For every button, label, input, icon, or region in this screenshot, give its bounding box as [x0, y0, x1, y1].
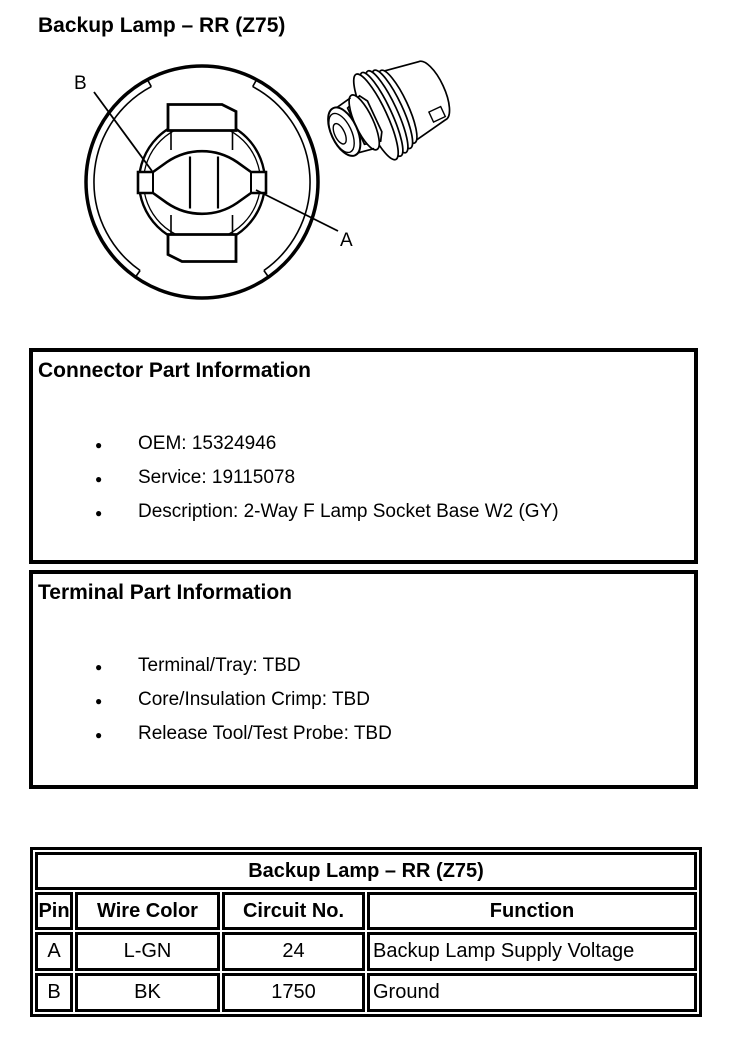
column-header-wire-color: Wire Color — [75, 892, 220, 930]
socket-key-tab-bottom — [168, 235, 236, 262]
pin-b-leader-line — [94, 92, 152, 171]
pin-b-label: B — [74, 73, 87, 94]
terminal-info-list — [33, 649, 694, 751]
pin-table — [30, 847, 702, 1017]
table-title-row — [35, 852, 697, 890]
column-header-function: Function — [367, 892, 697, 930]
table-header-row — [35, 892, 697, 930]
terminal-info-heading: Terminal Part Information — [38, 581, 292, 604]
connector-info-list — [33, 427, 694, 529]
connector-info-heading: Connector Part Information — [38, 359, 312, 382]
list-item: ● Service: 19115078 — [138, 461, 694, 495]
socket-side-view — [313, 43, 463, 180]
list-item: ● Description: 2-Way F Lamp Socket Base W2 (GY) — [138, 495, 694, 529]
connector-face-view — [74, 66, 353, 298]
wire-color-cell: L-GN — [75, 932, 220, 971]
pin-cell: B — [35, 973, 73, 1012]
table-row — [35, 932, 697, 971]
pin-a-leader-line — [256, 190, 338, 231]
wire-color-cell: BK — [75, 973, 220, 1012]
column-header-pin: Pin — [35, 892, 73, 930]
function-cell: Backup Lamp Supply Voltage — [367, 932, 697, 971]
connector-diagram — [0, 36, 752, 336]
terminal-part-info-box — [29, 570, 698, 789]
circuit-no-cell: 24 — [222, 932, 365, 971]
socket-key-tab-top — [168, 105, 236, 131]
column-header-circuit-no: Circuit No. — [222, 892, 365, 930]
list-item: ● Terminal/Tray: TBD — [138, 649, 694, 683]
socket-contact-cavity — [138, 151, 266, 214]
table-title: Backup Lamp – RR (Z75) — [35, 852, 697, 890]
list-item: ● OEM: 15324946 — [138, 427, 694, 461]
page-title: Backup Lamp – RR (Z75) — [38, 14, 286, 37]
list-item: ● Core/Insulation Crimp: TBD — [138, 683, 694, 717]
pin-cell: A — [35, 932, 73, 971]
table-row — [35, 973, 697, 1012]
connector-part-info-box — [29, 348, 698, 564]
pin-a-label: A — [340, 230, 353, 251]
circuit-no-cell: 1750 — [222, 973, 365, 1012]
function-cell: Ground — [367, 973, 697, 1012]
list-item: ● Release Tool/Test Probe: TBD — [138, 717, 694, 751]
